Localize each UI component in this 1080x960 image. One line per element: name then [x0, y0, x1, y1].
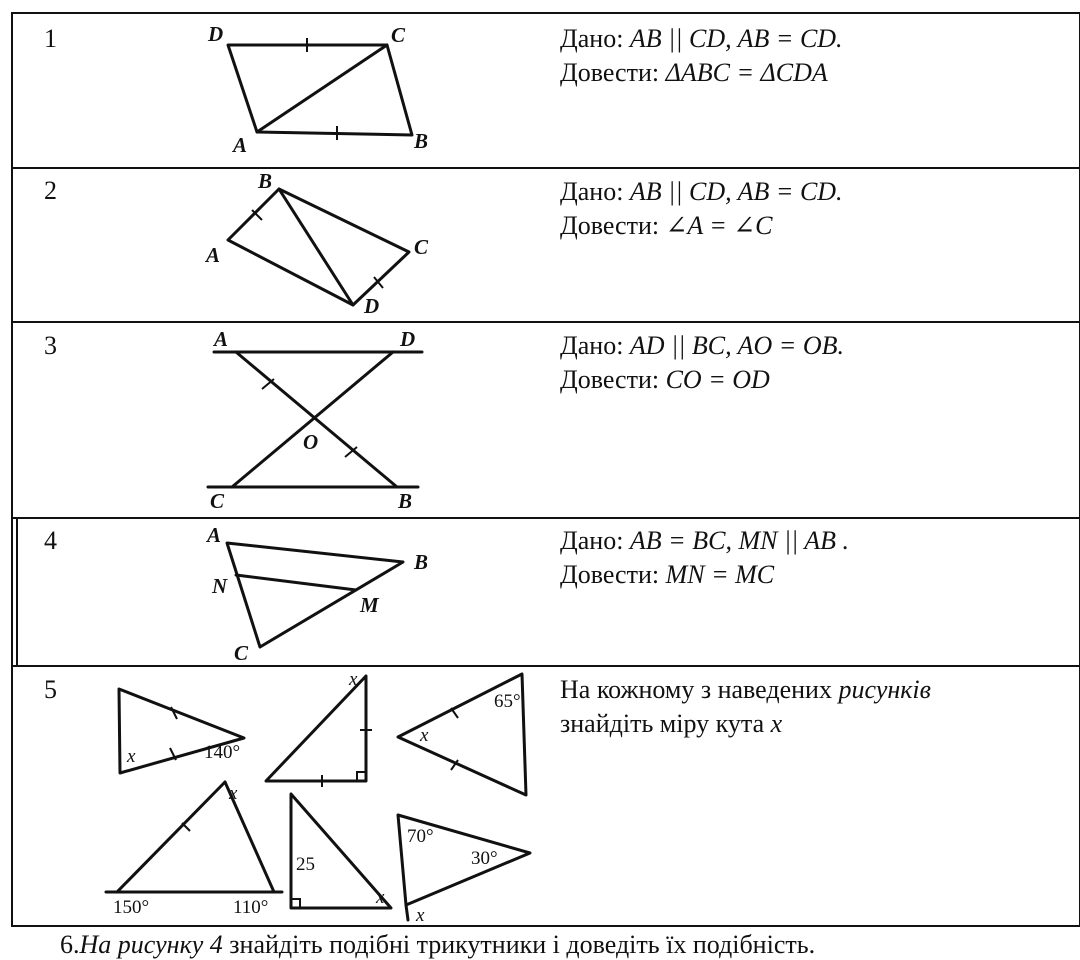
fig1-point-c: C — [391, 23, 406, 47]
fig5c-x: x — [420, 725, 429, 746]
task-2-prove: Довести: ∠A = ∠C — [560, 211, 773, 240]
task-2-text — [560, 175, 1075, 243]
task-4-prove: Довести: MN = MC — [560, 560, 775, 589]
task-2-prove-expr: ∠A = ∠C — [665, 211, 773, 240]
fig4-point-a: A — [207, 523, 222, 547]
fig5d-x: x — [229, 783, 238, 804]
fig1-point-b: B — [414, 129, 429, 153]
task-5-text — [560, 673, 1075, 741]
fig2-point-c: C — [414, 235, 429, 259]
figure-4-triangle — [205, 523, 428, 665]
fig5d-angle-110: 110° — [233, 897, 269, 918]
fig4-point-b: B — [414, 550, 429, 574]
task-number-2: 2 — [44, 176, 57, 205]
fig5b-x: x — [349, 669, 358, 690]
task-1-prove: Довести: ΔABC = ΔCDA — [560, 58, 828, 87]
task-1-given: Дано: AB || CD, AB = CD. — [560, 24, 843, 53]
fig3-point-o: O — [303, 430, 319, 454]
figure-2-quadrilateral — [204, 169, 429, 318]
task-3-prove-expr: CO = OD — [665, 365, 770, 394]
figure-5-triangles — [106, 669, 530, 926]
task-number-5: 5 — [44, 675, 57, 704]
task-number-4: 4 — [44, 526, 57, 555]
fig1-point-d: D — [208, 22, 224, 46]
fig1-point-a: A — [233, 133, 248, 157]
task-6-text: 6.На рисунку 4 знайдіть подібні трикутники і доведіть їх подібність. — [60, 930, 816, 959]
fig4-point-m: M — [360, 593, 379, 617]
task-1-text — [560, 22, 1075, 90]
fig5e-side-25: 25 — [296, 854, 315, 875]
task-4-given: Дано: AB = BC, MN || AB . — [560, 526, 850, 555]
task-5-line-2: знайдіть міру кута x — [560, 709, 783, 738]
fig3-point-b: B — [398, 489, 413, 513]
task-3-given: Дано: AD || BC, AO = OB. — [560, 331, 844, 360]
fig5f-angle-70: 70° — [407, 826, 434, 847]
task-2-given-expr: AB || CD, AB = CD. — [629, 177, 843, 206]
fig5a-x: x — [127, 746, 136, 767]
fig4-point-n: N — [212, 574, 228, 598]
task-1-prove-expr: ΔABC = ΔCDA — [665, 58, 828, 87]
fig5d-angle-150: 150° — [113, 897, 150, 918]
fig5a-angle-140: 140° — [204, 742, 241, 763]
fig3-point-d: D — [400, 327, 416, 351]
task-4-given-expr: AB = BC, MN || AB . — [629, 526, 850, 555]
task-4-text — [560, 524, 1075, 592]
fig5c-angle-65: 65° — [494, 691, 521, 712]
fig5f-angle-30: 30° — [471, 848, 498, 869]
fig3-point-a: A — [214, 327, 229, 351]
task-number-1: 1 — [44, 24, 57, 53]
fig3-point-c: C — [210, 489, 225, 513]
task-2-given: Дано: AB || CD, AB = CD. — [560, 177, 843, 206]
task-number-3: 3 — [44, 331, 57, 360]
task-3-given-expr: AD || BC, AO = OB. — [629, 331, 844, 360]
fig2-point-a: A — [206, 243, 221, 267]
table-border — [12, 13, 1080, 926]
fig2-point-d: D — [364, 294, 380, 318]
task-3-text — [560, 329, 1075, 397]
figure-3-crossing-segments — [208, 327, 422, 513]
task-4-prove-expr: MN = MC — [665, 560, 775, 589]
fig4-point-c: C — [234, 641, 249, 665]
fig5f-x: x — [416, 905, 425, 926]
fig2-point-b: B — [258, 169, 273, 193]
task-5-line-1: На кожному з наведених рисунків — [560, 675, 931, 704]
task-3-prove: Довести: CO = OD — [560, 365, 770, 394]
task-1-given-expr: AB || CD, AB = CD. — [629, 24, 843, 53]
fig5e-x: x — [376, 887, 385, 908]
figure-1-parallelogram — [207, 22, 428, 157]
